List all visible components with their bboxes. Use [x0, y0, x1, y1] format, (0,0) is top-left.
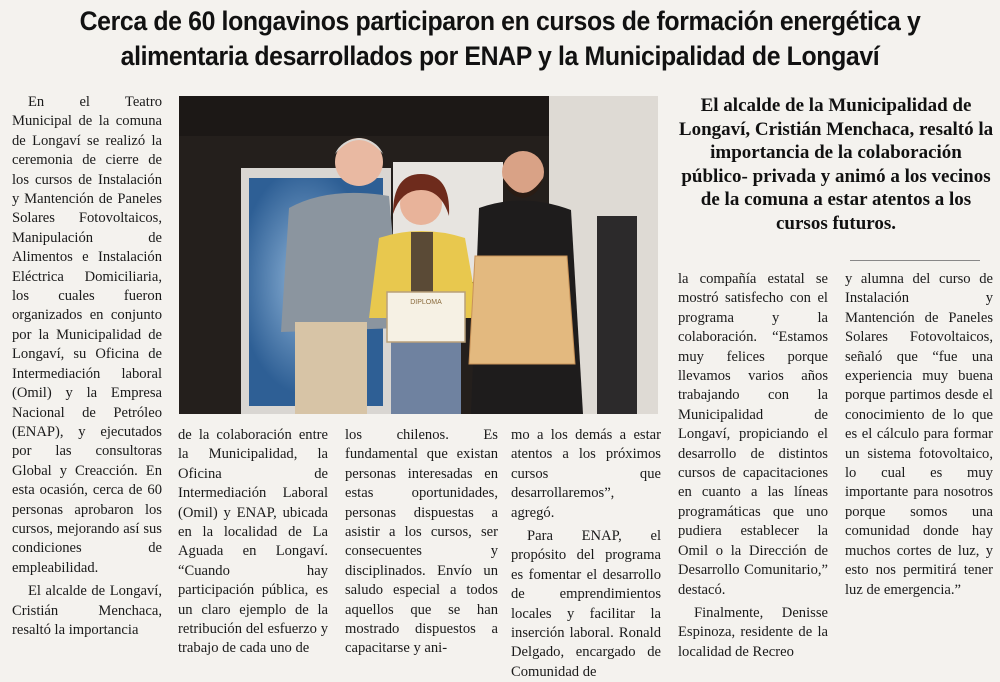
pull-quote-divider: [850, 260, 980, 261]
column-5-paragraph-1: la compañía estatal se mostró satisfecho con el programa y la colaboración. “Estamos muy felices porque llevamos varios años trabajando con la Municipalidad de Longaví, propiciando el desarrollo de distintos cursos de capacitaciones en cuanto a las líneas programáticas que uno pudiera establecer la Omil o la Dirección de Desarrollo Comunitario,” destacó.: [678, 271, 828, 598]
column-3: [345, 426, 498, 659]
column-6: [845, 270, 993, 600]
pull-quote: El alcalde de la Municipalidad de Longaví, Cristián Menchaca, resaltó la importancia de la colaboración público- privada y animó a los vecinos de la comuna a estar atentos a los cursos futuros.: [678, 95, 994, 234]
column-2-text: de la colaboración entre la Municipalidad, la Oficina de Intermediación Laboral (Omil) y ENAP, ubicada en la localidad de La Aguada en Longaví. “Cuando hay participación pública, es un claro ejemplo de la retribución del esfuerzo y trabajo de cada uno de: [178, 427, 328, 657]
headline-line-1: Cerca de 60 longavinos participaron en cursos de formación energética y: [79, 6, 921, 36]
photo-person-1-legs: [295, 322, 367, 414]
column-1: [12, 93, 162, 640]
column-2: [178, 426, 328, 659]
photo-curtain-top: [179, 96, 549, 136]
column-4-paragraph-2: Para ENAP, el propósito del programa es fomentar el desarrollo de emprendimientos locales y facilitar la inserción laboral. Ronald Delgado, encargado de Comunidad de: [511, 528, 661, 680]
photo-person-right-edge: [597, 216, 637, 414]
column-1-paragraph-2: El alcalde de Longaví, Cristián Menchaca, resaltó la importancia: [12, 583, 162, 638]
column-3-text: los chilenos. Es fundamental que existan personas interesadas en estas oportunidades, personas dispuestas a asistir a los cursos, ser consecuentes y disciplinados. Envío un saludo especial a todos aquellos que se han mostrado dispuestos a capacitarse y ani-: [345, 427, 498, 657]
column-5-paragraph-2: Finalmente, Denisse Espinoza, residente de la localidad de Recreo: [678, 604, 828, 660]
column-5: [678, 270, 828, 662]
headline-line-2: alimentaria desarrollados por ENAP y la Municipalidad de Longaví: [120, 41, 880, 71]
photo-diploma-label: DIPLOMA: [410, 299, 442, 306]
photo-gift-bag: [469, 256, 575, 364]
column-6-text: y alumna del curso de Instalación y Mantención de Paneles Solares Fotovoltaicos, señaló que “fue una experiencia muy buena porque partimos desde el conocimiento de lo que es el cálculo para formar un sistema fotovoltaico, lo cual es muy importante para nosotros porque somos una comunidad donde hay muchos cortes de luz, y esto nos permitirá tener luz de emergencia.”: [845, 271, 993, 598]
column-1-paragraph-1: En el Teatro Municipal de la comuna de Longaví se realizó la ceremonia de cierre de los cursos de Instalación y Mantención de Paneles Solares Fotovoltaicos, Manipulación de Alimentos e Instalación Eléctrica Domiciliaria, los cuales fueron organizados en conjunto por la Municipalidad de Longaví, su Oficina de Intermediación laboral (Omil) y la Empresa Nacional de Petróleo (ENAP), y ejecutados por las consultoras Global y Creacción. En esta ocasión, cerca de 60 personas aprobaron los cursos, mejorando así sus condiciones de empleabilidad.: [12, 94, 162, 576]
event-photo: [179, 96, 658, 414]
column-4-paragraph-1: mo a los demás a estar atentos a los próximos cursos que desarrollaremos”, agregó.: [511, 427, 661, 521]
headline: [49, 4, 951, 74]
column-4: [511, 426, 661, 682]
